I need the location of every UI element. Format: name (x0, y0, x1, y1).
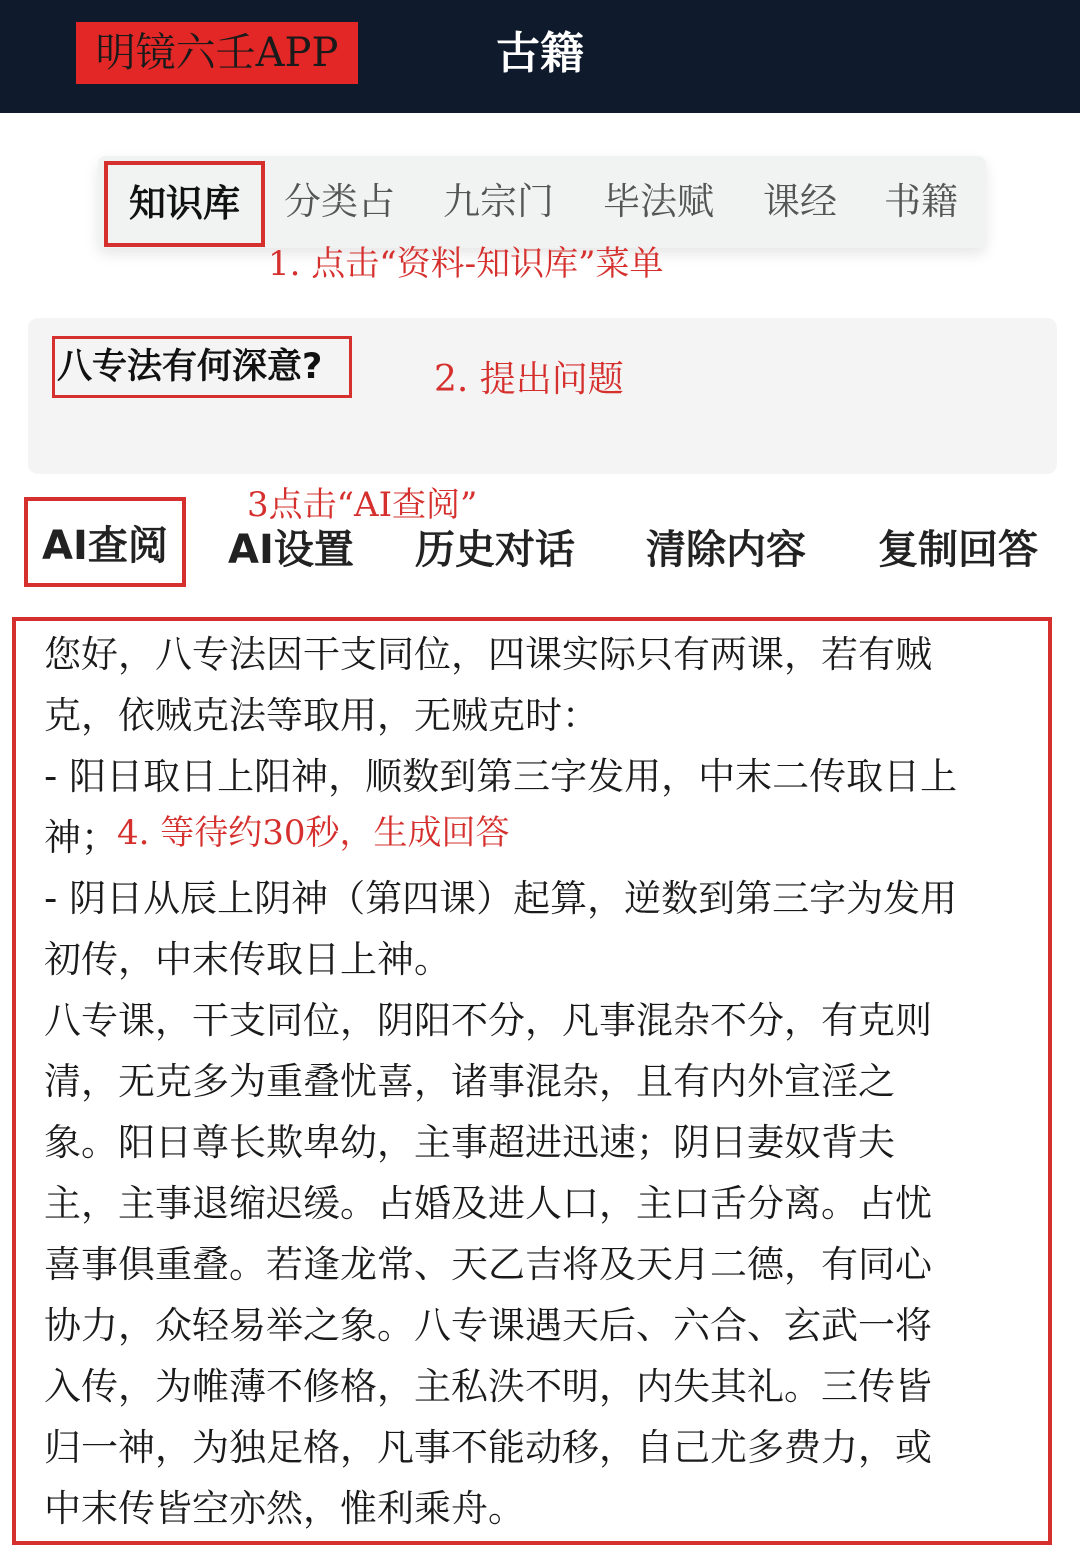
question-text: 八专法有何深意? (52, 336, 352, 398)
answer-line: 神； (44, 816, 118, 859)
answer-line: 协力，众轻易举之象。八专课遇天后、六合、玄武一将 (44, 1304, 932, 1347)
answer-panel (12, 617, 1052, 1545)
tab-category[interactable]: 分类占 (284, 180, 395, 223)
annotation-step-3: 3点击“AI查阅” (247, 485, 478, 525)
answer-line: 主，主事退缩迟缓。占婚及进人口，主口舌分离。占忧 (44, 1182, 932, 1225)
answer-line: 归一神，为独足格，凡事不能动移，自己尤多费力，或 (44, 1426, 932, 1469)
answer-line: 初传，中末传取日上神。 (44, 938, 451, 981)
app-header (0, 0, 1080, 113)
answer-line: - 阳日取日上阳神，顺数到第三字发用，中末二传取日上 (44, 755, 958, 798)
app-brand-label: 明镜六壬APP (76, 22, 358, 84)
annotation-step-1: 1. 点击“资料-知识库”菜单 (268, 244, 664, 284)
answer-line: 克，依贼克法等取用，无贼克时： (44, 694, 599, 737)
knowledge-tab-bar (98, 156, 986, 248)
ai-settings-button[interactable]: AI设置 (228, 527, 354, 573)
annotation-step-2: 2. 提出问题 (434, 359, 624, 400)
tab-bifa-fu[interactable]: 毕法赋 (603, 180, 714, 223)
answer-line: 象。阳日尊长欺卑幼，主事超进迅速；阴日妻奴背夫 (44, 1121, 895, 1164)
tab-knowledge-base[interactable]: 知识库 (104, 161, 265, 247)
copy-answer-button[interactable]: 复制回答 (878, 527, 1038, 573)
answer-line: 中末传皆空亦然，惟利乘舟。 (44, 1487, 525, 1530)
annotation-step-4: 4. 等待约30秒，生成回答 (117, 813, 510, 853)
ai-lookup-button[interactable]: AI查阅 (24, 497, 186, 587)
clear-content-button[interactable]: 清除内容 (646, 527, 806, 573)
answer-line: 您好，八专法因干支同位，四课实际只有两课，若有贼 (44, 633, 932, 676)
answer-line: - 阴日从辰上阴神（第四课）起算，逆数到第三字为发用 (44, 877, 958, 920)
tab-course-classic[interactable]: 课经 (763, 180, 837, 223)
tab-books[interactable]: 书籍 (884, 180, 958, 223)
answer-line: 入传，为帷薄不修格，主私泆不明，内失其礼。三传皆 (44, 1365, 932, 1408)
answer-line: 喜事俱重叠。若逢龙常、天乙吉将及天月二德，有同心 (44, 1243, 932, 1286)
history-dialog-button[interactable]: 历史对话 (415, 527, 575, 573)
tab-nine-schools[interactable]: 九宗门 (443, 180, 554, 223)
answer-line: 清，无克多为重叠忧喜，诸事混杂，且有内外宣淫之 (44, 1060, 895, 1103)
page-title: 古籍 (496, 28, 584, 79)
answer-line: 八专课，干支同位，阴阳不分，凡事混杂不分，有克则 (44, 999, 932, 1042)
